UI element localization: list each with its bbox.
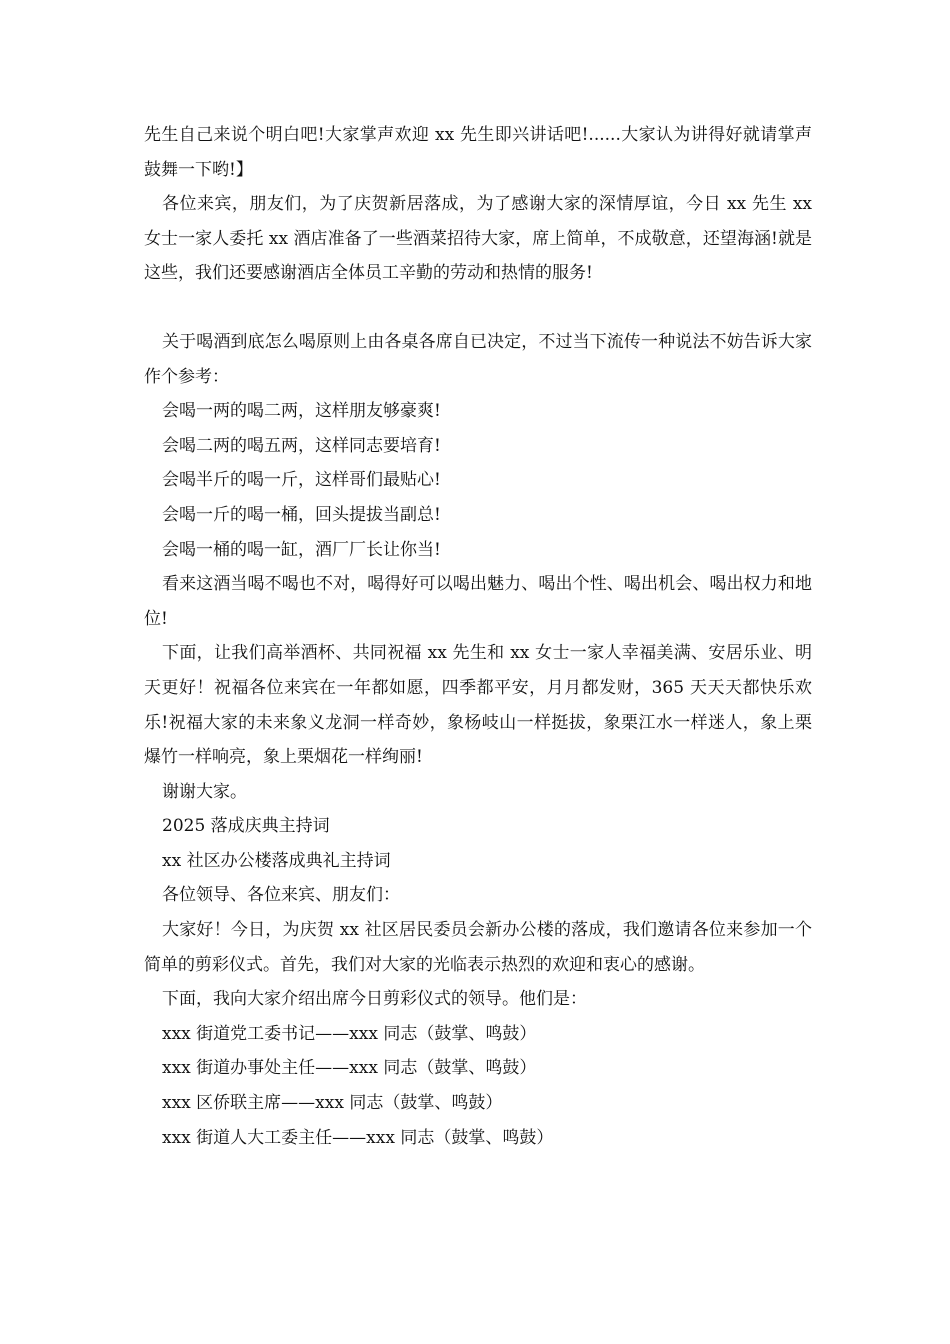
document-body: [144, 118, 812, 1155]
section-subtitle: xx 社区办公楼落成典礼主持词: [162, 850, 391, 871]
verse-line-1: 会喝一两的喝二两，这样朋友够豪爽!: [162, 401, 441, 422]
paragraph-thanks: 谢谢大家。: [162, 781, 247, 802]
greeting-line: 各位领导、各位来宾、朋友们：: [162, 885, 400, 906]
paragraph-3: 关于喝酒到底怎么喝原则上由各桌各席自已决定，不过当下流传一种说法不妨告诉大家作个参考：: [144, 331, 812, 387]
verse-line-5: 会喝一桶的喝一缸，酒厂厂长让你当!: [162, 539, 441, 560]
paragraph-1: 先生自己来说个明白吧!大家掌声欢迎 xx 先生即兴讲话吧!......大家认为讲得好就请掌声鼓舞一下哟!】: [144, 125, 812, 180]
section-title: 2025 落成庆典主持词: [162, 816, 330, 837]
verse-line-3: 会喝半斤的喝一斤，这样哥们最贴心!: [162, 470, 441, 491]
leader-line-3: xxx 区侨联主席——xxx 同志（鼓掌、鸣鼓）: [162, 1093, 503, 1114]
leader-line-1: xxx 街道党工委书记——xxx 同志（鼓掌、鸣鼓）: [162, 1023, 537, 1044]
paragraph-6: 大家好！今日，为庆贺 xx 社区居民委员会新办公楼的落成，我们邀请各位来参加一个简单的剪彩仪式。首先，我们对大家的光临表示热烈的欢迎和衷心的感谢。: [144, 920, 812, 975]
verse-line-4: 会喝一斤的喝一桶，回头提拔当副总!: [162, 504, 441, 525]
paragraph-gap: [144, 291, 812, 325]
leader-line-4: xxx 街道人大工委主任——xxx 同志（鼓掌、鸣鼓）: [162, 1127, 554, 1148]
leader-line-2: xxx 街道办事处主任——xxx 同志（鼓掌、鸣鼓）: [162, 1058, 537, 1079]
verse-line-2: 会喝二两的喝五两，这样同志要培育!: [162, 435, 441, 456]
paragraph-7: 下面，我向大家介绍出席今日剪彩仪式的领导。他们是：: [162, 989, 587, 1010]
paragraph-4: 看来这酒当喝不喝也不对，喝得好可以喝出魅力、喝出个性、喝出机会、喝出权力和地位!: [144, 574, 812, 629]
paragraph-2: 各位来宾，朋友们，为了庆贺新居落成，为了感谢大家的深情厚谊，今日 xx 先生 xx 女士一家人委托 xx 酒店准备了一些酒菜招待大家，席上简单，不成敬意，还望海涵!就是这些，我们还要感谢酒店全体员工辛勤的劳动和热情的服务!: [144, 194, 812, 284]
paragraph-5: 下面，让我们高举酒杯、共同祝福 xx 先生和 xx 女士一家人幸福美满、安居乐业、明天更好！祝福各位来宾在一年都如愿，四季都平安，月月都发财，365 天天天都快乐欢乐!祝福大家的未来象义龙洞一样奇妙，象杨岐山一样挺拔，象栗江水一样迷人，象上栗爆竹一样响亮，象上栗烟花一样绚丽!: [144, 643, 812, 768]
